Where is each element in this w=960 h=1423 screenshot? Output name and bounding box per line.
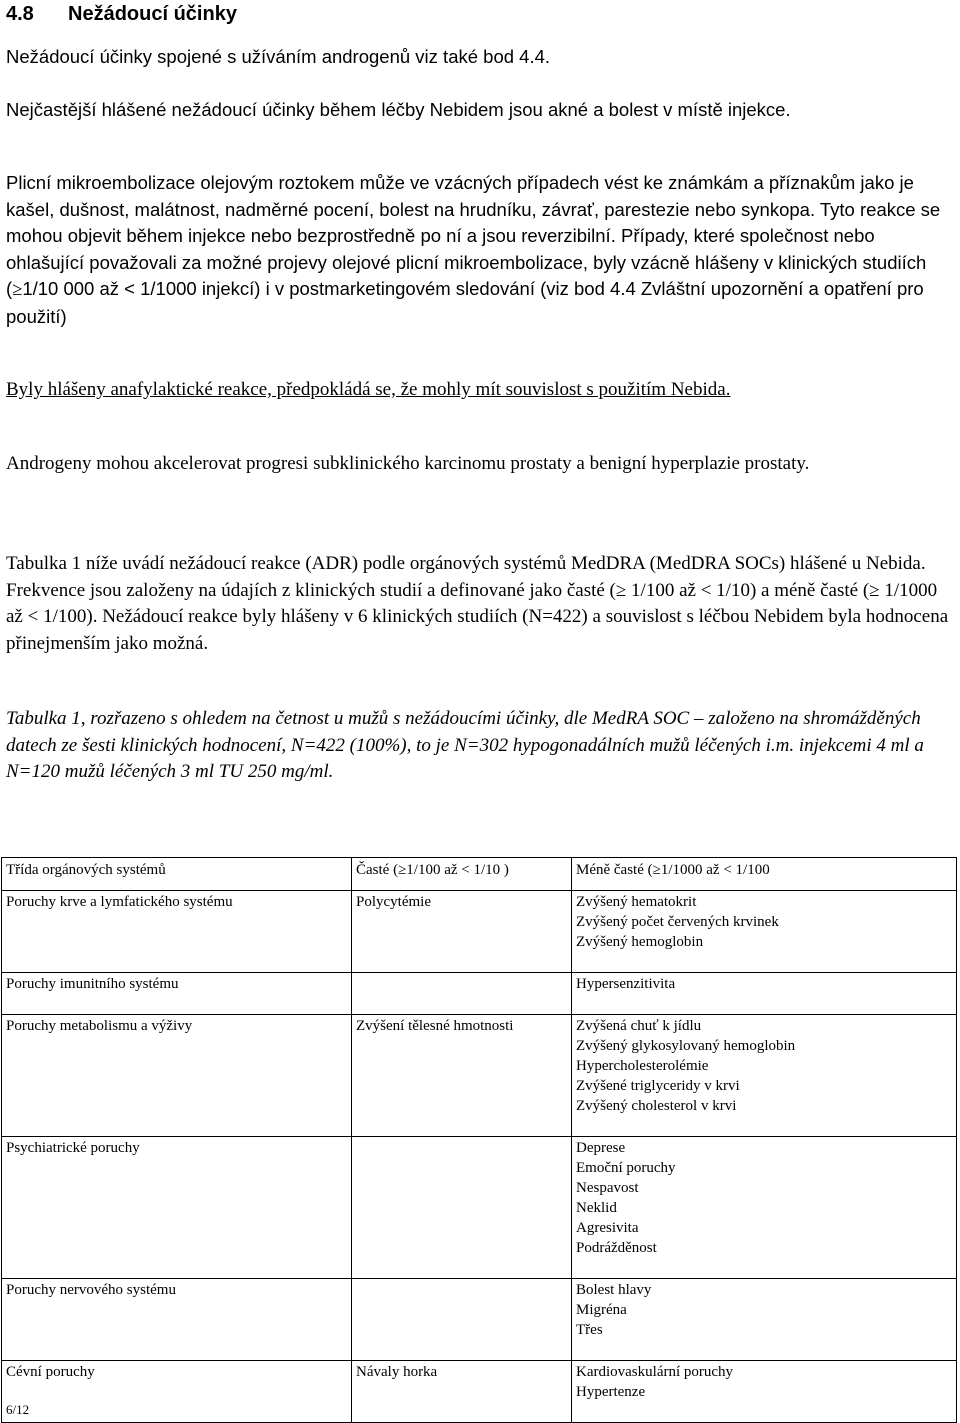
organ-class-cell: Cévní poruchy (2, 1361, 352, 1423)
table-row (2, 891, 957, 973)
uncommon-cell (572, 1137, 957, 1279)
organ-class-cell: Poruchy imunitního systému (2, 973, 352, 1015)
uncommon-reaction: Třes (576, 1322, 603, 1338)
common-cell (352, 1361, 572, 1423)
uncommon-cell (572, 1015, 957, 1137)
uncommon-reaction: Hypersenzitivita (576, 976, 676, 992)
paragraph-table-intro: Tabulka 1 níže uvádí nežádoucí reakce (ADR) podle orgánových systémů MedDRA (MedDRA SOCs) hlášené u Nebida. Frekvence jsou založeny na údajích z klinických studií a definované jako časté (≥ 1/100 až < 1/10) a méně časté (≥ 1/1000 až < 1/100). Nežádoucí reakce byly hlášeny v 6 klinických studiích (N=422) a souvislost s léčbou Nebidem byla hodnocena přinejmenším jako možná. (6, 553, 949, 654)
uncommon-reaction: Zvýšená chuť k jídlu (576, 1018, 702, 1034)
paragraph-androgen-prostate: Androgeny mohou akcelerovat progresi subklinického karcinomu prostaty a benigní hyperplazie prostaty. (6, 453, 810, 474)
common-cell (352, 891, 572, 973)
uncommon-reaction: Agresivita (576, 1220, 639, 1236)
uncommon-reaction: Migréna (576, 1302, 627, 1318)
section-heading (6, 1, 237, 27)
uncommon-reaction: Zvýšený glykosylovaný hemoglobin (576, 1038, 796, 1054)
table-row (2, 973, 957, 1015)
table-row (2, 1279, 957, 1361)
uncommon-reaction: Hypercholesterolémie (576, 1058, 709, 1074)
uncommon-cell (572, 891, 957, 973)
pulmonary-text-part-2: 1/10 000 až < 1/1000 injekcí) i v postmarketingovém sledování (viz bod 4.4 Zvláštní upozornění a opatření pro použití) (6, 278, 924, 327)
table-row (2, 1137, 957, 1279)
greater-equal-symbol: ≥ (12, 280, 23, 300)
uncommon-reaction: Zvýšený cholesterol v krvi (576, 1098, 737, 1114)
common-reaction: Návaly horka (356, 1364, 438, 1380)
common-cell (352, 1279, 572, 1361)
adverse-reactions-table (1, 857, 957, 1423)
table-header-row (2, 858, 957, 891)
uncommon-reaction: Zvýšený počet červených krvinek (576, 914, 779, 930)
uncommon-reaction: Bolest hlavy (576, 1282, 652, 1298)
table-row (2, 1361, 957, 1423)
uncommon-reaction: Zvýšený hemoglobin (576, 934, 704, 950)
uncommon-reaction: Zvýšené triglyceridy v krvi (576, 1078, 740, 1094)
paragraph-pulmonary-microembolism (6, 170, 951, 330)
uncommon-reaction: Hypertenze (576, 1384, 646, 1400)
uncommon-reaction: Emoční poruchy (576, 1160, 676, 1176)
uncommon-reaction: Deprese (576, 1140, 626, 1156)
paragraph-anaphylactic-reactions: Byly hlášeny anafylaktické reakce, předpokládá se, že mohly mít souvislost s použitím Nebida. (6, 379, 731, 400)
organ-class-cell: Psychiatrické poruchy (2, 1137, 352, 1279)
uncommon-reaction: Kardiovaskulární poruchy (576, 1364, 734, 1380)
common-cell (352, 1137, 572, 1279)
uncommon-reaction: Zvýšený hematokrit (576, 894, 697, 910)
organ-class-cell: Poruchy krve a lymfatického systému (2, 891, 352, 973)
uncommon-cell (572, 973, 957, 1015)
paragraph-common-effects: Nejčastější hlášené nežádoucí účinky během léčby Nebidem jsou akné a bolest v místě injekce. (6, 99, 791, 120)
uncommon-reaction: Neklid (576, 1200, 617, 1216)
table-row (2, 1015, 957, 1137)
page-number: 6/12 (6, 1402, 30, 1417)
uncommon-cell (572, 1361, 957, 1423)
uncommon-reaction: Nespavost (576, 1180, 639, 1196)
uncommon-cell (572, 1279, 957, 1361)
section-title: Nežádoucí účinky (68, 3, 237, 25)
table-caption: Tabulka 1, rozřazeno s ohledem na četnost u mužů s nežádoucími účinky, dle MedRA SOC – založeno na shromážděných datech ze šesti klinických hodnocení, N=422 (100%), to je N=302 hypogonadálních mužů léčených i.m. injekcemi 4 ml a N=120 mužů léčených 3 ml TU 250 mg/ml. (6, 708, 924, 782)
section-number: 4.8 (6, 3, 34, 25)
pulmonary-text-part-1: Plicní mikroembolizace olejovým roztokem může ve vzácných případech vést ke známkám a příznakům jako je kašel, dušnost, malátnost, nadměrné pocení, bolest na hrudníku, závrať, parestezie nebo synkopa. Tyto reakce se mohou objevit během injekce nebo bezprostředně po ní a jsou reverzibilní. Případy, které společnost nebo ohlašující považovali za možné projevy olejové plicní mikroembolizace, byly vzácně hlášeny v klinických studiích ( (6, 172, 941, 299)
paragraph-androgen-reference: Nežádoucí účinky spojené s užíváním androgenů viz také bod 4.4. (6, 46, 551, 67)
header-organ-class: Třída orgánových systémů (2, 858, 352, 891)
common-cell (352, 973, 572, 1015)
common-reaction: Polycytémie (356, 894, 431, 910)
uncommon-reaction: Podrážděnost (576, 1240, 657, 1256)
organ-class-cell: Poruchy metabolismu a výživy (2, 1015, 352, 1137)
common-cell (352, 1015, 572, 1137)
header-common: Časté (≥1/100 až < 1/10 ) (352, 858, 572, 891)
common-reaction: Zvýšení tělesné hmotnosti (356, 1018, 514, 1034)
header-uncommon: Méně časté (≥1/1000 až < 1/100 (572, 858, 957, 891)
organ-class-cell: Poruchy nervového systému (2, 1279, 352, 1361)
